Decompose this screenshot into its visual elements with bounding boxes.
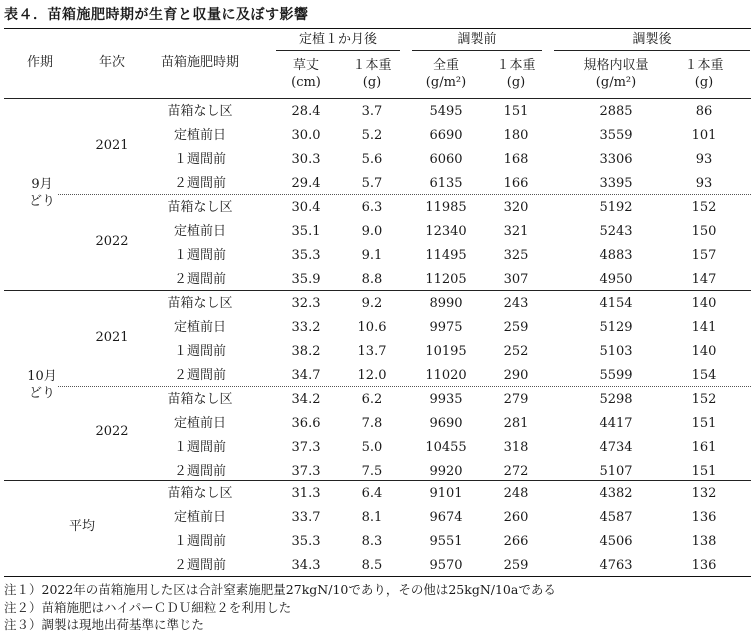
cell-soujou: 37.3 [291, 464, 321, 479]
cell-ipponjuu-1: 7.8 [361, 416, 383, 431]
cell-kikakunai: 4763 [599, 558, 633, 573]
average-label: 平均 [68, 519, 96, 534]
cell-ipponjuu-3: 161 [691, 440, 717, 455]
year-oct-2022: 2022 [95, 424, 129, 439]
rule-group-underline-1 [276, 50, 400, 51]
header-ipponjuu-1-unit: (g) [362, 75, 382, 90]
cell-ipponjuu-2: 321 [503, 224, 529, 239]
cell-ipponjuu-1: 6.4 [361, 486, 383, 501]
header-ipponjuu-3 [684, 57, 723, 91]
cell-zenjuu: 6060 [429, 152, 463, 167]
cell-row-label: 苗箱なし区 [167, 104, 233, 119]
rule-group-underline-3 [554, 50, 750, 51]
rule-oct-year [58, 386, 751, 387]
cell-ipponjuu-3: 151 [691, 464, 717, 479]
cell-ipponjuu-1: 6.3 [361, 200, 383, 215]
cell-row-label: １週間前 [173, 440, 227, 455]
cell-kikakunai: 5129 [599, 320, 633, 335]
cell-kikakunai: 5107 [599, 464, 633, 479]
cell-zenjuu: 6690 [429, 128, 463, 143]
cell-ipponjuu-2: 279 [503, 392, 529, 407]
sakuki-october-line2: どり [28, 386, 56, 401]
cell-ipponjuu-2: 320 [503, 200, 529, 215]
header-sakuki: 作期 [26, 55, 54, 70]
header-kikakunai-unit: (g/m²) [595, 75, 637, 90]
header-zenjuu-unit: (g/m²) [425, 75, 467, 90]
cell-zenjuu: 12340 [425, 224, 467, 239]
cell-row-label: 苗箱なし区 [167, 392, 233, 407]
cell-ipponjuu-1: 8.8 [361, 272, 383, 287]
header-ipponjuu-3-label: １本重 [684, 58, 724, 73]
cell-row-label: １週間前 [173, 152, 227, 167]
cell-ipponjuu-2: 259 [503, 558, 529, 573]
cell-ipponjuu-1: 5.2 [361, 128, 383, 143]
cell-zenjuu: 11985 [425, 200, 467, 215]
cell-ipponjuu-3: 138 [691, 534, 717, 549]
cell-row-label: 定植前日 [173, 416, 227, 431]
cell-row-label: １週間前 [173, 534, 227, 549]
cell-zenjuu: 5495 [429, 104, 463, 119]
cell-ipponjuu-1: 13.7 [357, 344, 387, 359]
cell-ipponjuu-1: 5.7 [361, 176, 383, 191]
cell-ipponjuu-2: 243 [503, 296, 529, 311]
cell-zenjuu: 6135 [429, 176, 463, 191]
cell-zenjuu: 11020 [425, 368, 467, 383]
rule-sep-year [58, 194, 751, 195]
cell-ipponjuu-2: 318 [503, 440, 529, 455]
cell-ipponjuu-1: 9.0 [361, 224, 383, 239]
cell-ipponjuu-3: 140 [691, 344, 717, 359]
cell-ipponjuu-3: 132 [691, 486, 717, 501]
cell-ipponjuu-2: 260 [503, 510, 529, 525]
cell-ipponjuu-2: 259 [503, 320, 529, 335]
sakuki-october [27, 368, 57, 402]
cell-soujou: 38.2 [291, 344, 321, 359]
cell-ipponjuu-3: 86 [695, 104, 713, 119]
cell-ipponjuu-3: 93 [695, 176, 713, 191]
cell-ipponjuu-2: 248 [503, 486, 529, 501]
cell-zenjuu: 11205 [425, 272, 467, 287]
header-kikakunai-label: 規格内収量 [583, 58, 649, 73]
cell-row-label: 苗箱なし区 [167, 200, 233, 215]
rule-bottom [4, 576, 751, 577]
cell-ipponjuu-1: 9.2 [361, 296, 383, 311]
cell-kikakunai: 3306 [599, 152, 633, 167]
cell-ipponjuu-1: 8.3 [361, 534, 383, 549]
sakuki-september-line1: 9月 [31, 177, 53, 192]
year-sep-2022: 2022 [95, 234, 129, 249]
cell-kikakunai: 4506 [599, 534, 633, 549]
header-soujou [291, 57, 321, 91]
header-ipponjuu-2 [496, 57, 535, 91]
cell-kikakunai: 4417 [599, 416, 633, 431]
header-ipponjuu-2-unit: (g) [506, 75, 526, 90]
cell-kikakunai: 4382 [599, 486, 633, 501]
cell-ipponjuu-1: 10.6 [357, 320, 387, 335]
cell-ipponjuu-3: 151 [691, 416, 717, 431]
year-sep-2021: 2021 [95, 138, 129, 153]
cell-soujou: 32.3 [291, 296, 321, 311]
cell-kikakunai: 3559 [599, 128, 633, 143]
header-group-teishoku: 定植１か月後 [298, 32, 378, 47]
header-soujou-unit: (cm) [291, 75, 321, 90]
cell-ipponjuu-3: 136 [691, 558, 717, 573]
cell-zenjuu: 9935 [429, 392, 463, 407]
cell-ipponjuu-1: 8.1 [361, 510, 383, 525]
cell-kikakunai: 4587 [599, 510, 633, 525]
cell-soujou: 37.3 [291, 440, 321, 455]
cell-ipponjuu-1: 6.2 [361, 392, 383, 407]
cell-ipponjuu-2: 307 [503, 272, 529, 287]
cell-soujou: 28.4 [291, 104, 321, 119]
cell-ipponjuu-3: 136 [691, 510, 717, 525]
header-group-choseigo: 調製後 [632, 32, 672, 47]
cell-soujou: 33.7 [291, 510, 321, 525]
cell-row-label: ２週間前 [173, 176, 227, 191]
cell-soujou: 35.9 [291, 272, 321, 287]
cell-ipponjuu-2: 151 [503, 104, 529, 119]
cell-ipponjuu-2: 252 [503, 344, 529, 359]
cell-ipponjuu-3: 141 [691, 320, 717, 335]
cell-ipponjuu-3: 154 [691, 368, 717, 383]
cell-row-label: 定植前日 [173, 128, 227, 143]
cell-soujou: 35.3 [291, 534, 321, 549]
header-ipponjuu-3-unit: (g) [694, 75, 714, 90]
sakuki-september-line2: どり [28, 194, 56, 209]
header-ipponjuu-2-label: １本重 [496, 58, 536, 73]
cell-kikakunai: 3395 [599, 176, 633, 191]
cell-ipponjuu-3: 101 [691, 128, 717, 143]
cell-ipponjuu-3: 93 [695, 152, 713, 167]
cell-ipponjuu-2: 281 [503, 416, 529, 431]
cell-soujou: 30.4 [291, 200, 321, 215]
cell-kikakunai: 5298 [599, 392, 633, 407]
cell-zenjuu: 8990 [429, 296, 463, 311]
cell-kikakunai: 5243 [599, 224, 633, 239]
cell-ipponjuu-3: 150 [691, 224, 717, 239]
cell-ipponjuu-1: 5.0 [361, 440, 383, 455]
cell-row-label: 苗箱なし区 [167, 296, 233, 311]
cell-row-label: ２週間前 [173, 272, 227, 287]
cell-ipponjuu-2: 180 [503, 128, 529, 143]
header-jiki: 苗箱施肥時期 [160, 55, 240, 70]
cell-ipponjuu-2: 166 [503, 176, 529, 191]
cell-ipponjuu-1: 3.7 [361, 104, 383, 119]
rule-header-bottom [4, 98, 751, 99]
cell-ipponjuu-1: 5.6 [361, 152, 383, 167]
cell-zenjuu: 9570 [429, 558, 463, 573]
cell-zenjuu: 9920 [429, 464, 463, 479]
cell-row-label: 定植前日 [173, 320, 227, 335]
cell-zenjuu: 9690 [429, 416, 463, 431]
cell-soujou: 35.3 [291, 248, 321, 263]
header-ipponjuu-1-label: １本重 [352, 58, 392, 73]
year-oct-2021: 2021 [95, 330, 129, 345]
header-soujou-label: 草丈 [292, 58, 320, 73]
header-zenjuu [426, 57, 466, 91]
cell-soujou: 34.2 [291, 392, 321, 407]
cell-soujou: 33.2 [291, 320, 321, 335]
cell-ipponjuu-3: 152 [691, 392, 717, 407]
cell-ipponjuu-2: 168 [503, 152, 529, 167]
cell-zenjuu: 9674 [429, 510, 463, 525]
cell-soujou: 34.3 [291, 558, 321, 573]
cell-kikakunai: 5599 [599, 368, 633, 383]
table-title: 表４．苗箱施肥時期が生育と収量に及ぼす影響 [4, 7, 309, 23]
sakuki-october-line1: 10月 [27, 369, 57, 384]
rule-sep-oct [4, 290, 751, 291]
cell-row-label: １週間前 [173, 344, 227, 359]
rule-group-underline-2 [412, 50, 542, 51]
cell-ipponjuu-1: 9.1 [361, 248, 383, 263]
cell-ipponjuu-2: 290 [503, 368, 529, 383]
cell-soujou: 30.0 [291, 128, 321, 143]
cell-soujou: 34.7 [291, 368, 321, 383]
cell-zenjuu: 10195 [425, 344, 467, 359]
cell-row-label: 定植前日 [173, 510, 227, 525]
cell-ipponjuu-3: 152 [691, 200, 717, 215]
cell-row-label: ２週間前 [173, 464, 227, 479]
cell-ipponjuu-2: 272 [503, 464, 529, 479]
cell-zenjuu: 9975 [429, 320, 463, 335]
cell-soujou: 31.3 [291, 486, 321, 501]
cell-row-label: ２週間前 [173, 368, 227, 383]
cell-zenjuu: 9101 [429, 486, 463, 501]
cell-zenjuu: 11495 [425, 248, 467, 263]
header-zenjuu-label: 全重 [432, 58, 460, 73]
footnote-1: 注１）2022年の苗箱施用した区は合計窒素施肥量27kgN/10であり，その他は25kgN/10aである [4, 582, 556, 597]
header-nenji: 年次 [98, 55, 126, 70]
sakuki-september [29, 176, 55, 210]
cell-ipponjuu-1: 8.5 [361, 558, 383, 573]
cell-kikakunai: 2885 [599, 104, 633, 119]
cell-row-label: ２週間前 [173, 558, 227, 573]
rule-top [4, 28, 751, 29]
cell-row-label: 定植前日 [173, 224, 227, 239]
cell-ipponjuu-2: 325 [503, 248, 529, 263]
header-group-choseimae: 調製前 [457, 32, 497, 47]
cell-kikakunai: 4883 [599, 248, 633, 263]
footnote-3: 注３）調製は現地出荷基準に準じた [4, 617, 205, 632]
header-kikakunai [583, 57, 648, 91]
footnote-2: 注２）苗箱施肥はハイパーＣＤＵ細粒２を利用した [4, 600, 292, 615]
cell-soujou: 29.4 [291, 176, 321, 191]
cell-ipponjuu-2: 266 [503, 534, 529, 549]
cell-soujou: 35.1 [291, 224, 321, 239]
cell-ipponjuu-3: 140 [691, 296, 717, 311]
cell-ipponjuu-1: 7.5 [361, 464, 383, 479]
cell-ipponjuu-3: 157 [691, 248, 717, 263]
cell-kikakunai: 4950 [599, 272, 633, 287]
cell-row-label: １週間前 [173, 248, 227, 263]
cell-row-label: 苗箱なし区 [167, 486, 233, 501]
cell-soujou: 30.3 [291, 152, 321, 167]
header-ipponjuu-1 [352, 57, 391, 91]
cell-kikakunai: 5103 [599, 344, 633, 359]
cell-kikakunai: 4154 [599, 296, 633, 311]
cell-ipponjuu-3: 147 [691, 272, 717, 287]
cell-ipponjuu-1: 12.0 [357, 368, 387, 383]
cell-zenjuu: 10455 [425, 440, 467, 455]
cell-kikakunai: 4734 [599, 440, 633, 455]
cell-zenjuu: 9551 [429, 534, 463, 549]
cell-soujou: 36.6 [291, 416, 321, 431]
cell-kikakunai: 5192 [599, 200, 633, 215]
